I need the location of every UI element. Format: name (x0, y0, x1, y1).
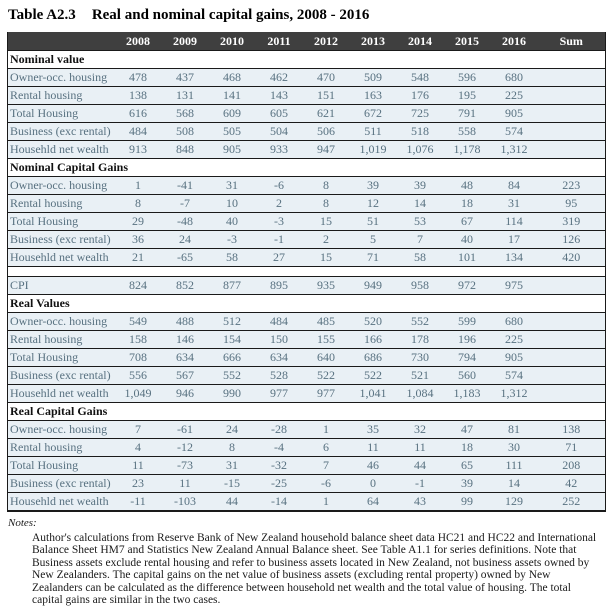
cell-value: 1,183 (444, 385, 491, 403)
row-label: Owner-occ. housing (8, 177, 115, 195)
cell-value: -12 (162, 439, 209, 457)
cell-value: -61 (162, 421, 209, 439)
cell-value: -1 (397, 475, 444, 493)
table-row (8, 439, 606, 457)
cell-value: 730 (397, 349, 444, 367)
cell-value: 640 (303, 349, 350, 367)
cell-value: 975 (491, 277, 538, 295)
cell-value: 154 (209, 331, 256, 349)
column-header-2013: 2013 (350, 32, 397, 51)
cell-value: -3 (209, 231, 256, 249)
cell-value: 131 (162, 87, 209, 105)
cell-value: 511 (350, 123, 397, 141)
row-label: Total Housing (8, 105, 115, 123)
section-header-label: Nominal Capital Gains (8, 159, 606, 177)
cell-value: 39 (350, 177, 397, 195)
cell-value: 81 (491, 421, 538, 439)
cell-value: 508 (162, 123, 209, 141)
cell-value: 31 (491, 195, 538, 213)
cell-value: 47 (444, 421, 491, 439)
cell-value: 605 (256, 105, 303, 123)
cell-value: -48 (162, 213, 209, 231)
cell-value: 24 (162, 231, 209, 249)
cell-value: 319 (538, 213, 606, 231)
cell-value (538, 331, 606, 349)
cell-value: 150 (256, 331, 303, 349)
cell-value: 567 (162, 367, 209, 385)
cell-value: 958 (397, 277, 444, 295)
cell-value: 129 (491, 493, 538, 512)
cell-value: 1,312 (491, 385, 538, 403)
row-label: Househld net wealth (8, 249, 115, 267)
cell-value: 15 (303, 249, 350, 267)
table-row (8, 213, 606, 231)
cell-value: -3 (256, 213, 303, 231)
row-label: Househld net wealth (8, 493, 115, 512)
cell-value: 27 (256, 249, 303, 267)
cell-value: 208 (538, 457, 606, 475)
cell-value: 521 (397, 367, 444, 385)
cell-value: 616 (115, 105, 162, 123)
cell-value: 852 (162, 277, 209, 295)
column-header-sum: Sum (538, 32, 606, 51)
cell-value: 520 (350, 313, 397, 331)
cell-value: 437 (162, 69, 209, 87)
cell-value: 7 (397, 231, 444, 249)
cell-value: 195 (444, 87, 491, 105)
cell-value: 114 (491, 213, 538, 231)
row-label: Business (exc rental) (8, 231, 115, 249)
cell-value: 225 (491, 331, 538, 349)
cell-value: 31 (209, 457, 256, 475)
cell-value: 913 (115, 141, 162, 159)
cell-value: 58 (209, 249, 256, 267)
cell-value: 824 (115, 277, 162, 295)
cell-value: 30 (491, 439, 538, 457)
cell-value (538, 87, 606, 105)
cell-value: 420 (538, 249, 606, 267)
cell-value: 8 (209, 439, 256, 457)
notes-label: Notes: (8, 517, 37, 529)
cell-value: 905 (491, 105, 538, 123)
cell-value (538, 277, 606, 295)
cell-value: 504 (256, 123, 303, 141)
cell-value (538, 349, 606, 367)
section-header-row (8, 159, 606, 177)
cell-value: 143 (256, 87, 303, 105)
table-body (8, 51, 606, 512)
row-label: Business (exc rental) (8, 123, 115, 141)
cell-value: -25 (256, 475, 303, 493)
cell-value: 43 (397, 493, 444, 512)
cell-value: 947 (303, 141, 350, 159)
cell-value: 1,312 (491, 141, 538, 159)
cell-value: 176 (397, 87, 444, 105)
table-row (8, 313, 606, 331)
cell-value: 791 (444, 105, 491, 123)
cell-value: 552 (209, 367, 256, 385)
cell-value: 686 (350, 349, 397, 367)
section-header-row (8, 51, 606, 69)
cell-value: 1,076 (397, 141, 444, 159)
cell-value: 1,041 (350, 385, 397, 403)
notes (8, 517, 614, 606)
cell-value: 488 (162, 313, 209, 331)
cell-value: -15 (209, 475, 256, 493)
row-label: Total Housing (8, 213, 115, 231)
table-header (8, 32, 606, 51)
table-row (8, 277, 606, 295)
column-header-2016: 2016 (491, 32, 538, 51)
cell-value: 196 (444, 331, 491, 349)
cell-value: 65 (444, 457, 491, 475)
cell-value: 977 (303, 385, 350, 403)
cell-value (538, 105, 606, 123)
gap-row (8, 267, 606, 277)
cell-value: 42 (538, 475, 606, 493)
table-number: Table A2.3 (8, 7, 76, 23)
table-row (8, 141, 606, 159)
table-row (8, 367, 606, 385)
cell-value: 574 (491, 123, 538, 141)
row-label: Owner-occ. housing (8, 69, 115, 87)
cell-value: 39 (397, 177, 444, 195)
cell-value: 680 (491, 69, 538, 87)
table-row (8, 493, 606, 512)
row-label: Business (exc rental) (8, 367, 115, 385)
column-header-2011: 2011 (256, 32, 303, 51)
cell-value: 4 (115, 439, 162, 457)
cell-value: 509 (350, 69, 397, 87)
cell-value: 44 (397, 457, 444, 475)
column-header-2015: 2015 (444, 32, 491, 51)
cell-value: 14 (397, 195, 444, 213)
row-label: Rental housing (8, 87, 115, 105)
cell-value: 522 (303, 367, 350, 385)
cell-value: 71 (350, 249, 397, 267)
cell-value: 568 (162, 105, 209, 123)
cell-value: 972 (444, 277, 491, 295)
cell-value: 990 (209, 385, 256, 403)
cell-value: 36 (115, 231, 162, 249)
cell-value: 10 (209, 195, 256, 213)
cell-value: 905 (209, 141, 256, 159)
cell-value: 252 (538, 493, 606, 512)
cell-value: 558 (444, 123, 491, 141)
cell-value: -28 (256, 421, 303, 439)
cell-value: 8 (303, 177, 350, 195)
table-row (8, 349, 606, 367)
cell-value: 1 (303, 493, 350, 512)
section-header-label: Real Values (8, 295, 606, 313)
corner-cell (8, 32, 115, 51)
cell-value: 621 (303, 105, 350, 123)
cell-value (538, 385, 606, 403)
cell-value: 178 (397, 331, 444, 349)
cell-value: 95 (538, 195, 606, 213)
cell-value: 223 (538, 177, 606, 195)
cell-value (538, 69, 606, 87)
cell-value: 0 (350, 475, 397, 493)
row-label: Rental housing (8, 195, 115, 213)
section-header-row (8, 295, 606, 313)
cell-value: 877 (209, 277, 256, 295)
cell-value: 935 (303, 277, 350, 295)
cell-value: 35 (350, 421, 397, 439)
cell-value: 71 (538, 439, 606, 457)
cell-value: 485 (303, 313, 350, 331)
column-header-2010: 2010 (209, 32, 256, 51)
table-row (8, 249, 606, 267)
column-header-2008: 2008 (115, 32, 162, 51)
cell-value: 484 (115, 123, 162, 141)
cell-value: 680 (491, 313, 538, 331)
cell-value: 17 (491, 231, 538, 249)
cell-value: 599 (444, 313, 491, 331)
table-row (8, 231, 606, 249)
cell-value: 666 (209, 349, 256, 367)
cell-value: 24 (209, 421, 256, 439)
cell-value: 1 (115, 177, 162, 195)
cell-value: 138 (115, 87, 162, 105)
column-header-2014: 2014 (397, 32, 444, 51)
cell-value: 560 (444, 367, 491, 385)
cell-value: 634 (162, 349, 209, 367)
cell-value: 895 (256, 277, 303, 295)
cell-value: 794 (444, 349, 491, 367)
cell-value: 23 (115, 475, 162, 493)
table-row (8, 123, 606, 141)
cell-value: 478 (115, 69, 162, 87)
cell-value: -1 (256, 231, 303, 249)
table-row (8, 421, 606, 439)
year-header-row (8, 32, 606, 51)
cell-value (538, 141, 606, 159)
table-row (8, 69, 606, 87)
cell-value: 64 (350, 493, 397, 512)
cell-value: 11 (162, 475, 209, 493)
row-label: Househld net wealth (8, 385, 115, 403)
notes-text: Author's calculations from Reserve Bank of New Zealand household balance sheet data HC21 and HC22 and International Balance Sheet HM7 and Statistics New Zealand Annual Balance sheet. See Table A1.1 for series definitions. Note that Business assets exclude rental housing and refer to business assets located in New Zealand, not business assets owned by New Zealanders. The capital gains on the net value of business assets (excluding rental property) owned by New Zealanders can be calculated as the difference between household net wealth and the total value of housing. The total capital gains are similar in the two cases. (32, 532, 597, 606)
cell-value: 946 (162, 385, 209, 403)
cell-value: 506 (303, 123, 350, 141)
cell-value: 29 (115, 213, 162, 231)
cell-value: 18 (444, 439, 491, 457)
cell-value: 8 (303, 195, 350, 213)
cell-value: 141 (209, 87, 256, 105)
cell-value: 549 (115, 313, 162, 331)
table-title-text: Real and nominal capital gains, 2008 - 2016 (91, 7, 370, 23)
row-label: Total Housing (8, 349, 115, 367)
cell-value: 1 (303, 421, 350, 439)
row-label: CPI (8, 277, 115, 295)
cell-value: 53 (397, 213, 444, 231)
row-label: Owner-occ. housing (8, 421, 115, 439)
cell-value: -11 (115, 493, 162, 512)
cell-value: -4 (256, 439, 303, 457)
cell-value: 126 (538, 231, 606, 249)
column-header-2009: 2009 (162, 32, 209, 51)
cell-value: 484 (256, 313, 303, 331)
cell-value: 134 (491, 249, 538, 267)
cell-value: 138 (538, 421, 606, 439)
cell-value: 2 (256, 195, 303, 213)
cell-value: 1,084 (397, 385, 444, 403)
table-row (8, 87, 606, 105)
cell-value: 163 (350, 87, 397, 105)
cell-value (538, 123, 606, 141)
row-label: Business (exc rental) (8, 475, 115, 493)
section-header-label: Real Capital Gains (8, 403, 606, 421)
table-row (8, 457, 606, 475)
cell-value: 6 (303, 439, 350, 457)
cell-value: 101 (444, 249, 491, 267)
cell-value: 32 (397, 421, 444, 439)
table-row (8, 177, 606, 195)
cell-value: 46 (350, 457, 397, 475)
cell-value: 634 (256, 349, 303, 367)
cell-value: -32 (256, 457, 303, 475)
cell-value: 977 (256, 385, 303, 403)
row-label: Rental housing (8, 331, 115, 349)
table-row (8, 195, 606, 213)
table-title (0, 0, 614, 24)
cell-value: 58 (397, 249, 444, 267)
row-label: Rental housing (8, 439, 115, 457)
cell-value: 111 (491, 457, 538, 475)
cell-value: 470 (303, 69, 350, 87)
cell-value: 468 (209, 69, 256, 87)
row-label: Total Housing (8, 457, 115, 475)
cell-value: 1,019 (350, 141, 397, 159)
cell-value: 40 (209, 213, 256, 231)
cell-value: 1,049 (115, 385, 162, 403)
cell-value: -7 (162, 195, 209, 213)
cell-value: 522 (350, 367, 397, 385)
cell-value: 905 (491, 349, 538, 367)
cell-value: 14 (491, 475, 538, 493)
cell-value (538, 313, 606, 331)
capital-gains-table (7, 32, 606, 512)
cell-value: 848 (162, 141, 209, 159)
cell-value: -6 (303, 475, 350, 493)
cell-value: -6 (256, 177, 303, 195)
cell-value: 8 (115, 195, 162, 213)
section-header-row (8, 403, 606, 421)
cell-value: 21 (115, 249, 162, 267)
cell-value (538, 367, 606, 385)
row-label: Househld net wealth (8, 141, 115, 159)
cell-value: 2 (303, 231, 350, 249)
cell-value: 44 (209, 493, 256, 512)
cell-value: 949 (350, 277, 397, 295)
cell-value: 40 (444, 231, 491, 249)
cell-value: 609 (209, 105, 256, 123)
cell-value: 48 (444, 177, 491, 195)
cell-value: 933 (256, 141, 303, 159)
cell-value: 725 (397, 105, 444, 123)
cell-value: 512 (209, 313, 256, 331)
cell-value: 462 (256, 69, 303, 87)
cell-value: 39 (444, 475, 491, 493)
cell-value: 158 (115, 331, 162, 349)
cell-value: 11 (115, 457, 162, 475)
table-row (8, 385, 606, 403)
cell-value: 67 (444, 213, 491, 231)
cell-value: 1,178 (444, 141, 491, 159)
cell-value: 505 (209, 123, 256, 141)
section-header-label: Nominal value (8, 51, 606, 69)
cell-value: 548 (397, 69, 444, 87)
cell-value: 12 (350, 195, 397, 213)
cell-value: 518 (397, 123, 444, 141)
cell-value: 146 (162, 331, 209, 349)
cell-value: -65 (162, 249, 209, 267)
cell-value: 225 (491, 87, 538, 105)
cell-value: 31 (209, 177, 256, 195)
cell-value: 99 (444, 493, 491, 512)
cell-value: 672 (350, 105, 397, 123)
cell-value: 574 (491, 367, 538, 385)
cell-value: -73 (162, 457, 209, 475)
table-row (8, 475, 606, 493)
cell-value: -14 (256, 493, 303, 512)
cell-value: 552 (397, 313, 444, 331)
cell-value: 84 (491, 177, 538, 195)
cell-value: -41 (162, 177, 209, 195)
cell-value: 7 (303, 457, 350, 475)
cell-value: 596 (444, 69, 491, 87)
column-header-2012: 2012 (303, 32, 350, 51)
cell-value: 51 (350, 213, 397, 231)
cell-value: 18 (444, 195, 491, 213)
cell-value: 155 (303, 331, 350, 349)
gap-cell (8, 267, 606, 277)
cell-value: -103 (162, 493, 209, 512)
table-row (8, 331, 606, 349)
table-row (8, 105, 606, 123)
cell-value: 708 (115, 349, 162, 367)
cell-value: 556 (115, 367, 162, 385)
row-label: Owner-occ. housing (8, 313, 115, 331)
cell-value: 528 (256, 367, 303, 385)
cell-value: 11 (350, 439, 397, 457)
cell-value: 7 (115, 421, 162, 439)
cell-value: 166 (350, 331, 397, 349)
cell-value: 5 (350, 231, 397, 249)
cell-value: 11 (397, 439, 444, 457)
cell-value: 15 (303, 213, 350, 231)
cell-value: 151 (303, 87, 350, 105)
